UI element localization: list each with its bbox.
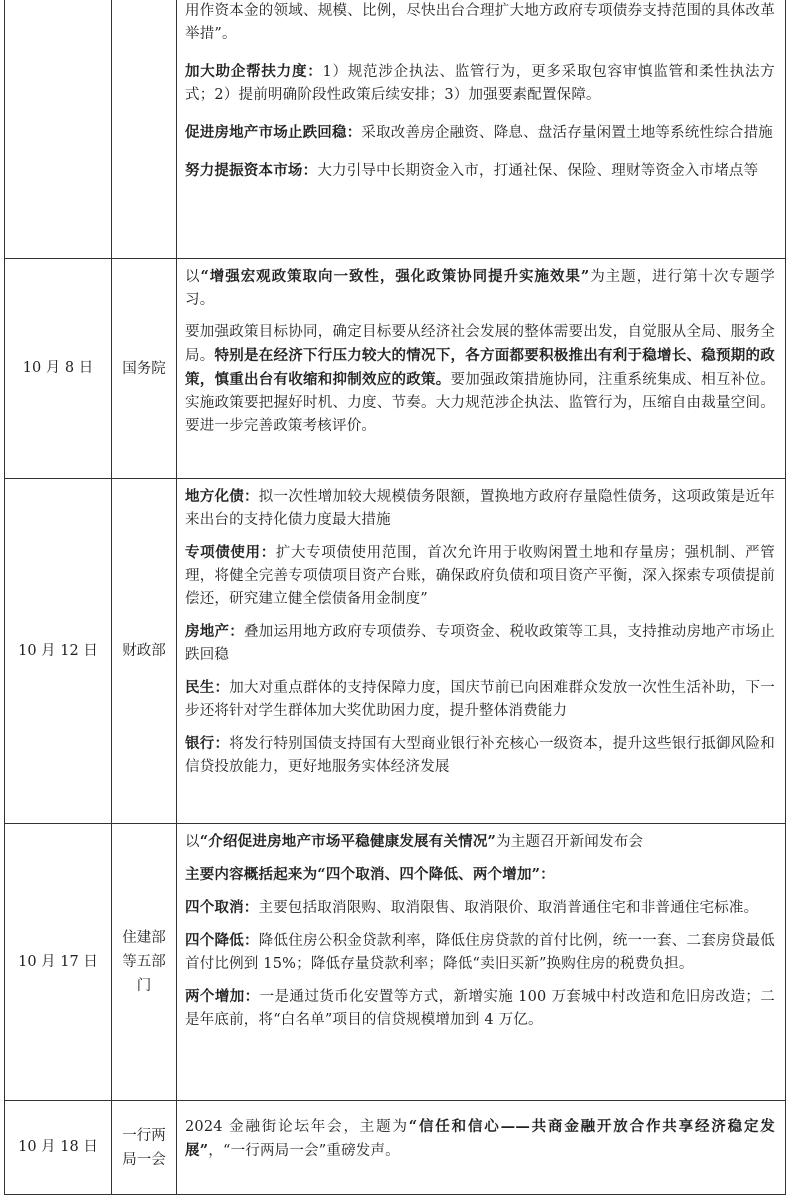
table-row [5, 1101, 786, 1195]
content-cell [177, 0, 786, 259]
paragraph: 四个取消：主要包括取消限购、取消限售、取消限价、取消普通住宅和非普通住宅标准。 [185, 899, 759, 916]
date-cell: 10 月 18 日 [5, 1101, 112, 1195]
paragraph: 两个增加：一是通过货币化安置等方式，新增实施 100 万套城中村改造和危旧房改造；二是年底前，将“白名单”项目的信贷规模增加到 4 万亿。 [185, 988, 776, 1028]
paragraph: 四个降低：降低住房公积金贷款利率，降低住房贷款的首付比例，统一一套、二套房贷最低首付比例到 15%；降低存量贷款利率；降低“卖旧买新”换购住房的税费负担。 [185, 932, 776, 972]
department-cell: 财政部 [112, 479, 177, 824]
policy-timeline-table [4, 0, 786, 1195]
content-cell [177, 1101, 786, 1195]
date-cell [5, 0, 112, 259]
paragraph: 地方化债：拟一次性增加较大规模债务限额，置换地方政府存量隐性债务，这项政策是近年来出台的支持化债力度最大措施 [185, 488, 776, 528]
table-row [5, 259, 786, 479]
paragraph: 以“增强宏观政策取向一致性，强化政策协同提升实施效果”为主题，进行第十次专题学习。 [185, 268, 775, 308]
paragraph: 以“介绍促进房地产市场平稳健康发展有关情况”为主题召开新闻发布会 [185, 833, 644, 850]
department-cell: 一行两局一会 [112, 1101, 177, 1195]
department-cell: 住建部等五部门 [112, 824, 177, 1101]
paragraph: 用作资本金的领域、规模、比例，尽快出台合理扩大地方政府专项债券支持范围的具体改革举措”。 [185, 3, 775, 42]
paragraph: 加大助企帮扶力度：1）规范涉企执法、监管行为，更多采取包容审慎监管和柔性执法方式；2）提前明确阶段性政策后续安排；3）加强要素配置保障。 [185, 63, 775, 103]
paragraph: 房地产：叠加运用地方政府专项债券、专项资金、税收政策等工具，支持推动房地产市场止跌回稳 [185, 623, 775, 663]
content-cell [177, 824, 786, 1101]
paragraph: 努力提振资本市场：大力引导中长期资金入市，打通社保、保险、理财等资金入市堵点等 [185, 162, 759, 179]
date-cell: 10 月 8 日 [5, 259, 112, 479]
date-cell: 10 月 17 日 [5, 824, 112, 1101]
table-row [5, 0, 786, 259]
department-cell: 国务院 [112, 259, 177, 479]
paragraph: 促进房地产市场止跌回稳：采取改善房企融资、降息、盘活存量闲置土地等系统性综合措施 [185, 124, 774, 141]
paragraph: 银行：将发行特别国债支持国有大型商业银行补充核心一级资本，提升这些银行抵御风险和信贷投放能力，更好地服务实体经济发展 [185, 735, 775, 775]
department-cell [112, 0, 177, 259]
paragraph: 2024 金融街论坛年会，主题为“信任和信心——共商金融开放合作共享经济稳定发展”，“一行两局一会”重磅发声。 [185, 1118, 775, 1159]
paragraph: 主要内容概括起来为“四个取消、四个降低、两个增加”： [185, 866, 555, 883]
paragraph: 专项债使用：扩大专项债使用范围，首次允许用于收购闲置土地和存量房；强机制、严管理，将健全完善专项债项目资产台账，确保政府负债和项目资产平衡，深入探索专项债提前偿还，研究建立健全偿债备用金制度” [185, 544, 775, 607]
date-cell: 10 月 12 日 [5, 479, 112, 824]
table-row [5, 824, 786, 1101]
paragraph: 要加强政策目标协同，确定目标要从经济社会发展的整体需要出发，自觉服从全局、服务全局。特别是在经济下行压力较大的情况下，各方面都要积极推出有利于稳增长、稳预期的政策，慎重出台有收缩和抑制效应的政策。要加强政策措施协同，注重系统集成、相互补位。实施政策要把握好时机、力度、节奏。大力规范涉企执法、监管行为，压缩自由裁量空间。要进一步完善政策考核评价。 [185, 324, 775, 434]
content-cell [177, 479, 786, 824]
paragraph: 民生：加大对重点群体的支持保障力度，国庆节前已向困难群众发放一次性生活补助，下一步还将针对学生群体加大奖优助困力度，提升整体消费能力 [185, 679, 775, 719]
table-row [5, 479, 786, 824]
content-cell [177, 259, 786, 479]
